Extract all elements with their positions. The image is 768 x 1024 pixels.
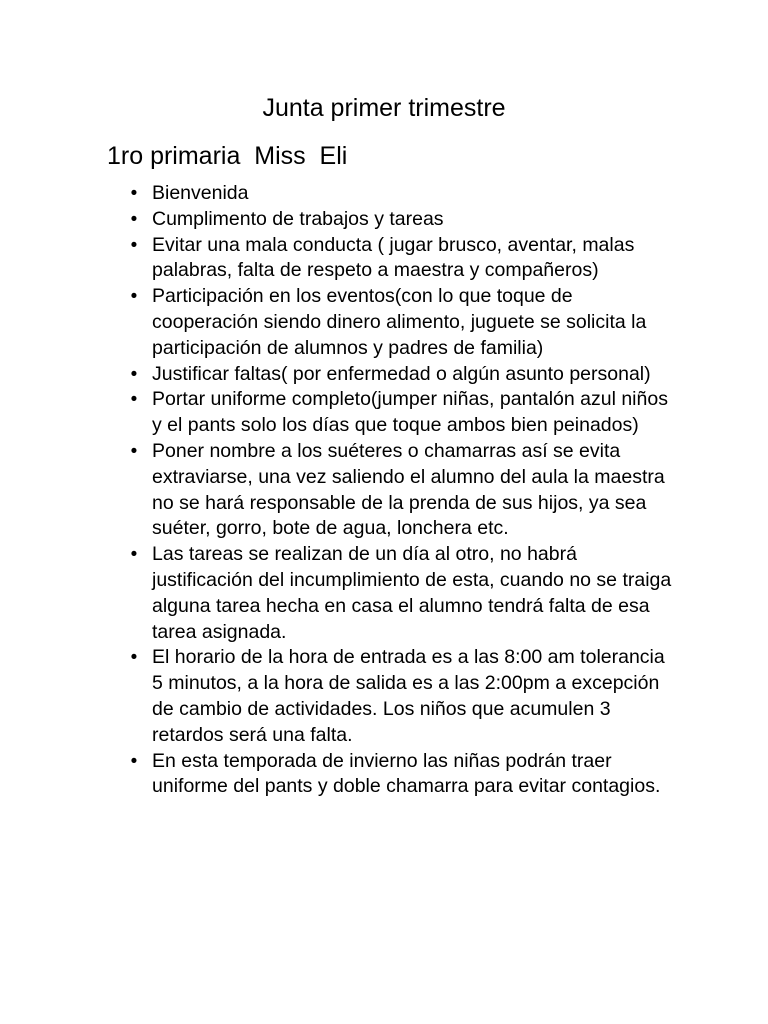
agenda-list (130, 181, 672, 800)
document-subtitle: 1ro primaria Miss Eli (107, 142, 348, 170)
list-item (130, 749, 672, 801)
bullet-icon: • (130, 286, 138, 308)
list-item-text: Portar uniforme completo(jumper niñas, pantalón azul niños y el pants solo los días que toque ambos bien peinados) (152, 388, 668, 437)
list-item (130, 284, 672, 361)
list-item-text: En esta temporada de invierno las niñas podrán traer uniforme del pants y doble chamarra para evitar contagios. (152, 749, 661, 798)
document-title: Junta primer trimestre (262, 94, 506, 122)
bullet-icon: • (130, 647, 138, 669)
list-item-text: Participación en los eventos(con lo que toque de cooperación siendo dinero alimento, juguete se solicita la participación de alumnos y padres de familia) (152, 285, 647, 359)
bullet-icon: • (130, 363, 138, 385)
list-item (130, 362, 672, 388)
list-item (130, 207, 672, 233)
list-item-text: Poner nombre a los suéteres o chamarras así se evita extraviarse, una vez saliendo el alumno del aula la maestra no se hará responsable de la prenda de sus hijos, ya sea suéter, gorro, bote de agua, lonchera etc. (152, 439, 665, 540)
bullet-icon: • (130, 183, 138, 204)
list-item-text: El horario de la hora de entrada es a las 8:00 am tolerancia 5 minutos, a la hora de salida es a las 2:00pm a excepción de cambio de actividades. Los niños que acumulen 3 retardos será una falta. (152, 646, 665, 746)
list-item (130, 181, 672, 207)
list-item (130, 439, 672, 542)
bullet-icon: • (130, 208, 138, 230)
list-item-text: Bienvenida (152, 182, 249, 204)
bullet-icon: • (130, 440, 138, 462)
list-item-text: Justificar faltas( por enfermedad o algún asunto personal) (152, 362, 651, 385)
list-item-text: Las tareas se realizan de un día al otro, no habrá justificación del incumplimiento de esta, cuando no se traiga alguna tarea hecha en casa el alumno tendrá falta de esa tarea asignada. (152, 543, 672, 643)
bullet-icon: • (130, 389, 138, 411)
list-item-text: Evitar una mala conducta ( jugar brusco, aventar, malas palabras, falta de respeto a maestra y compañeros) (152, 233, 635, 282)
list-item (130, 233, 672, 285)
list-item (130, 542, 672, 645)
bullet-icon: • (130, 544, 138, 566)
list-item (130, 387, 672, 439)
list-item-text: Cumplimento de trabajos y tareas (152, 207, 444, 230)
list-item (130, 645, 672, 748)
bullet-icon: • (130, 234, 138, 256)
bullet-icon: • (130, 750, 138, 772)
